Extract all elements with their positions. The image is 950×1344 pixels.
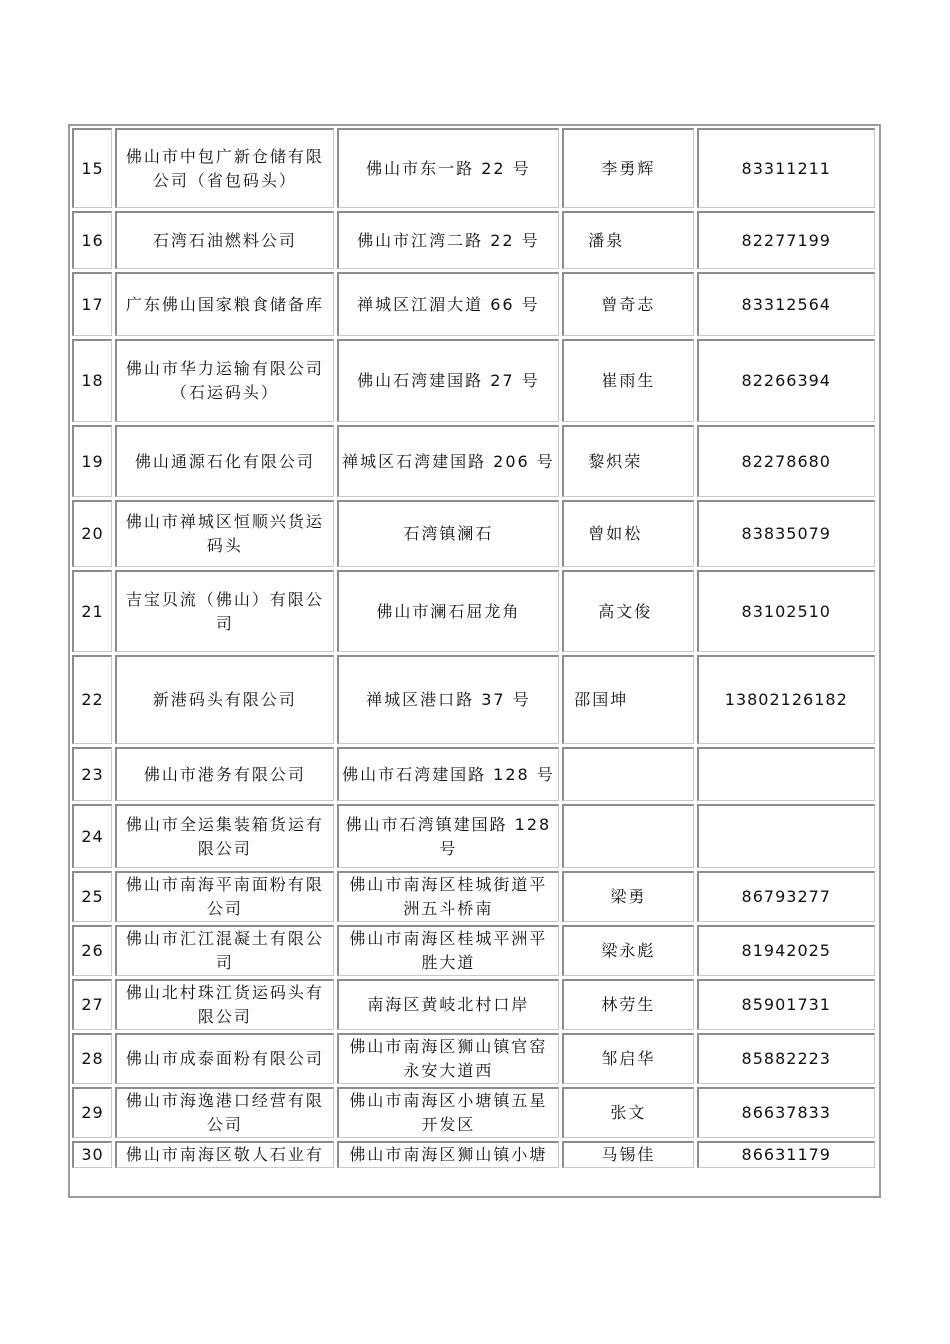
table-row [72,425,875,497]
company-address: 禅城区石湾建国路 206 号 [337,425,560,497]
table-row [72,871,875,922]
table-row [72,1033,875,1084]
row-number: 22 [72,655,112,744]
table-row [72,804,875,868]
company-name: 广东佛山国家粮食储备库 [115,272,334,336]
table-row [72,128,875,208]
table-row [72,272,875,336]
company-name: 佛山北村珠江货运码头有限公司 [115,979,334,1030]
contact-person: 林劳生 [562,979,693,1030]
contact-person: 崔雨生 [562,339,693,422]
row-number: 23 [72,747,112,801]
phone-number: 86631179 [697,1141,875,1168]
row-number: 20 [72,500,112,567]
row-number: 26 [72,925,112,976]
phone-number: 83311211 [697,128,875,208]
phone-number: 83102510 [697,570,875,652]
phone-number: 81942025 [697,925,875,976]
row-number: 16 [72,211,112,269]
company-address: 佛山市东一路 22 号 [337,128,560,208]
phone-number [697,804,875,868]
company-name: 佛山市华力运输有限公司（石运码头） [115,339,334,422]
company-address: 禅城区江湄大道 66 号 [337,272,560,336]
phone-number [697,747,875,801]
company-address: 佛山市江湾二路 22 号 [337,211,560,269]
row-number: 29 [72,1087,112,1138]
contact-person: 李勇辉 [562,128,693,208]
company-name: 吉宝贝流（佛山）有限公司 [115,570,334,652]
company-address: 佛山市南海区桂城街道平洲五斗桥南 [337,871,560,922]
table-row [72,1087,875,1138]
contact-person [562,804,693,868]
row-number: 30 [72,1141,112,1168]
company-address: 禅城区港口路 37 号 [337,655,560,744]
row-number: 21 [72,570,112,652]
company-name: 佛山市港务有限公司 [115,747,334,801]
row-number: 19 [72,425,112,497]
row-number: 24 [72,804,112,868]
company-name: 佛山市海逸港口经营有限公司 [115,1087,334,1138]
contact-person [562,747,693,801]
company-name: 佛山通源石化有限公司 [115,425,334,497]
contact-person: 潘泉 [562,211,693,269]
phone-number: 82278680 [697,425,875,497]
phone-number: 82277199 [697,211,875,269]
contact-person: 邹启华 [562,1033,693,1084]
row-number: 28 [72,1033,112,1084]
company-address: 佛山市石湾镇建国路 128 号 [337,804,560,868]
table-row [72,211,875,269]
company-name: 石湾石油燃料公司 [115,211,334,269]
contact-person: 曾如松 [562,500,693,567]
table-row [72,570,875,652]
company-name: 佛山市南海平南面粉有限公司 [115,871,334,922]
contact-person: 张文 [562,1087,693,1138]
phone-number: 83835079 [697,500,875,567]
company-name: 新港码头有限公司 [115,655,334,744]
row-number: 17 [72,272,112,336]
company-address: 佛山市澜石屈龙角 [337,570,560,652]
row-number: 27 [72,979,112,1030]
contact-person: 高文俊 [562,570,693,652]
company-name: 佛山市禅城区恒顺兴货运码头 [115,500,334,567]
company-address: 佛山石湾建国路 27 号 [337,339,560,422]
company-address: 南海区黄岐北村口岸 [337,979,560,1030]
company-name: 佛山市汇江混凝土有限公司 [115,925,334,976]
company-address: 佛山市南海区桂城平洲平胜大道 [337,925,560,976]
contact-person: 梁永彪 [562,925,693,976]
company-name: 佛山市中包广新仓储有限公司（省包码头） [115,128,334,208]
phone-number: 82266394 [697,339,875,422]
company-name: 佛山市南海区敬人石业有 [115,1141,334,1168]
phone-number: 13802126182 [697,655,875,744]
company-name: 佛山市成泰面粉有限公司 [115,1033,334,1084]
company-address: 佛山市南海区狮山镇官窑永安大道西 [337,1033,560,1084]
contact-person: 梁勇 [562,871,693,922]
company-address: 石湾镇澜石 [337,500,560,567]
phone-number: 86793277 [697,871,875,922]
phone-number: 83312564 [697,272,875,336]
contact-person: 邵国坤 [562,655,693,744]
company-name: 佛山市全运集装箱货运有限公司 [115,804,334,868]
phone-number: 85882223 [697,1033,875,1084]
company-address: 佛山市南海区狮山镇小塘 [337,1141,560,1168]
table-row [72,747,875,801]
table-row [72,655,875,744]
phone-number: 86637833 [697,1087,875,1138]
row-number: 15 [72,128,112,208]
table-row [72,925,875,976]
table-row [72,979,875,1030]
table-row [72,339,875,422]
company-contact-table [68,124,881,1198]
company-address: 佛山市石湾建国路 128 号 [337,747,560,801]
table-row [72,1141,875,1168]
phone-number: 85901731 [697,979,875,1030]
company-address: 佛山市南海区小塘镇五星开发区 [337,1087,560,1138]
contact-person: 马锡佳 [562,1141,693,1168]
contact-person: 黎炽荣 [562,425,693,497]
contact-person: 曾奇志 [562,272,693,336]
row-number: 25 [72,871,112,922]
table-row [72,500,875,567]
row-number: 18 [72,339,112,422]
